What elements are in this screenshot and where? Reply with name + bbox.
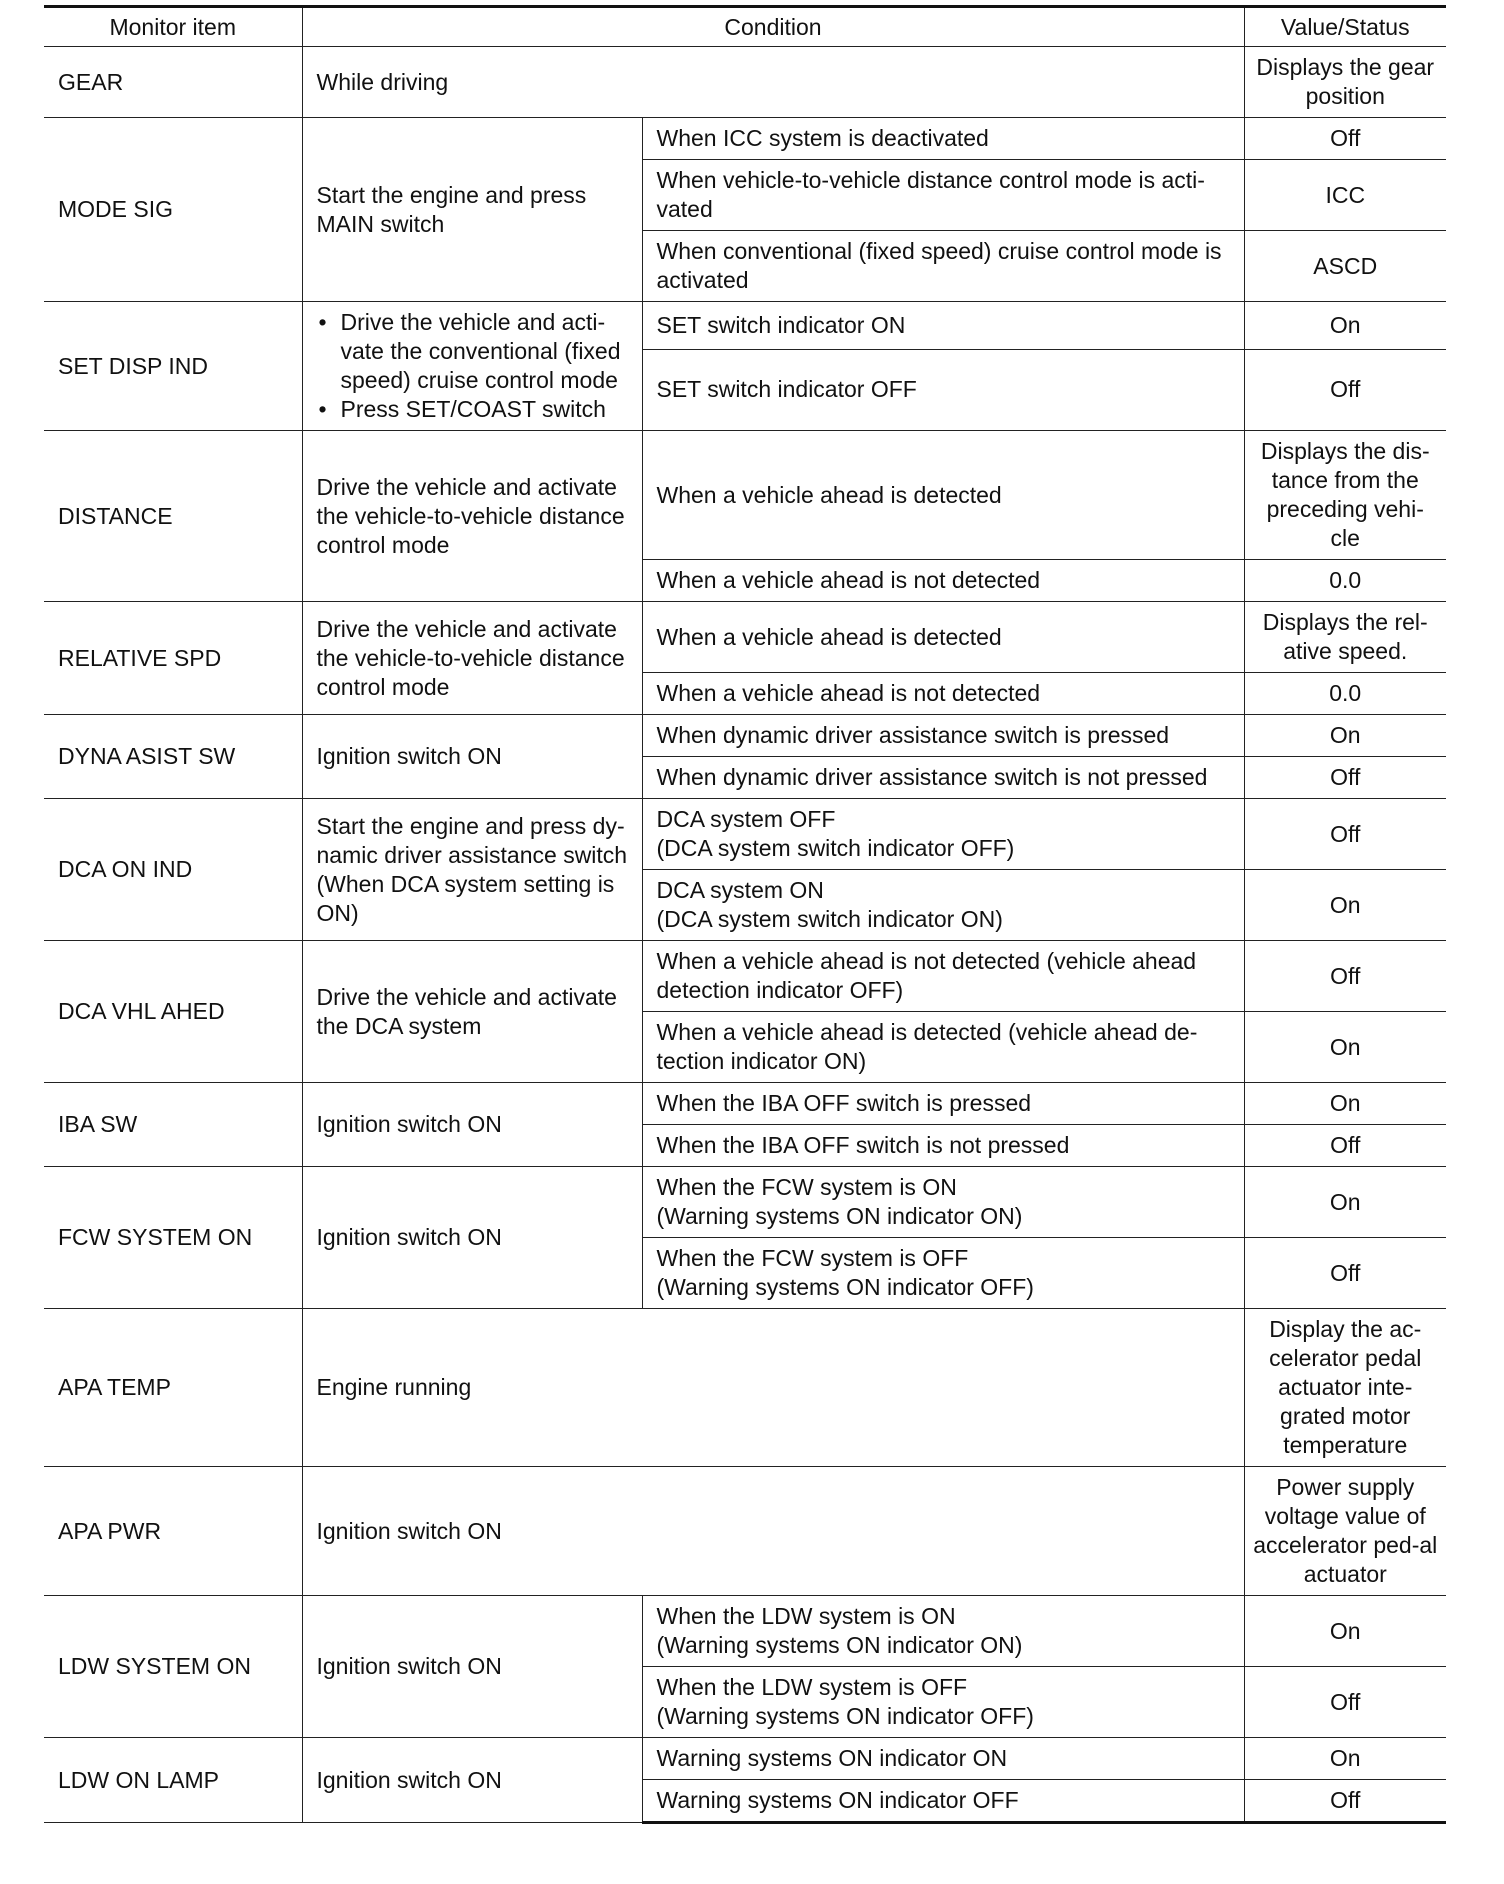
condition-cell: Ignition switch ON (302, 1083, 642, 1167)
sub-condition-cell: When a vehicle ahead is not detected (642, 673, 1244, 715)
table-row (44, 602, 1446, 673)
value-cell: Off (1244, 757, 1446, 799)
monitor-item-cell: DCA ON IND (44, 799, 302, 941)
table-row (44, 1467, 1446, 1596)
value-cell: Display the ac-celerator pedal actuator inte-grated motor temperature (1244, 1309, 1446, 1467)
value-cell: Off (1244, 1780, 1446, 1823)
value-cell: ASCD (1244, 231, 1446, 302)
value-cell: On (1244, 715, 1446, 757)
value-cell: ICC (1244, 160, 1446, 231)
value-cell: Off (1244, 1238, 1446, 1309)
value-cell: Displays the gear position (1244, 47, 1446, 118)
table-row (44, 1167, 1446, 1238)
bullet-item: • Drive the vehicle and acti-vate the conventional (fixed speed) cruise control mode (317, 308, 628, 395)
condition-cell: Drive the vehicle and activate the DCA system (302, 941, 642, 1083)
table-row (44, 1738, 1446, 1780)
monitor-item-cell: DCA VHL AHED (44, 941, 302, 1083)
value-cell: On (1244, 302, 1446, 350)
value-cell: 0.0 (1244, 673, 1446, 715)
sub-condition-cell: When dynamic driver assistance switch is pressed (642, 715, 1244, 757)
table-row (44, 1596, 1446, 1667)
header-monitor-item: Monitor item (44, 7, 302, 47)
monitor-item-cell: APA PWR (44, 1467, 302, 1596)
table-row (44, 118, 1446, 160)
monitor-table-wrapper (44, 5, 1446, 1824)
value-cell: 0.0 (1244, 560, 1446, 602)
sub-condition-cell: When a vehicle ahead is detected (642, 602, 1244, 673)
sub-condition-cell: When ICC system is deactivated (642, 118, 1244, 160)
sub-condition-cell: When the LDW system is OFF (Warning systems ON indicator OFF) (642, 1667, 1244, 1738)
table-header (44, 7, 1446, 47)
header-condition: Condition (302, 7, 1244, 47)
condition-cell: Ignition switch ON (302, 715, 642, 799)
value-cell: On (1244, 1167, 1446, 1238)
monitor-item-cell: DYNA ASIST SW (44, 715, 302, 799)
table-row (44, 431, 1446, 560)
monitor-item-cell: LDW ON LAMP (44, 1738, 302, 1823)
sub-condition-cell: When conventional (fixed speed) cruise control mode is activated (642, 231, 1244, 302)
value-cell: Off (1244, 118, 1446, 160)
condition-cell: While driving (302, 47, 1244, 118)
condition-cell: Start the engine and press dy-namic driver assistance switch (When DCA system setting is ON) (302, 799, 642, 941)
condition-cell (302, 302, 642, 431)
sub-condition-cell: When the IBA OFF switch is pressed (642, 1083, 1244, 1125)
table-row (44, 302, 1446, 350)
header-value-status: Value/Status (1244, 7, 1446, 47)
table-row (44, 941, 1446, 1012)
condition-cell: Drive the vehicle and activate the vehicle-to-vehicle distance control mode (302, 602, 642, 715)
monitor-item-cell: DISTANCE (44, 431, 302, 602)
value-cell: On (1244, 1012, 1446, 1083)
monitor-item-cell: GEAR (44, 47, 302, 118)
value-cell: Off (1244, 799, 1446, 870)
header-row (44, 7, 1446, 47)
value-cell: Off (1244, 1125, 1446, 1167)
monitor-item-cell: FCW SYSTEM ON (44, 1167, 302, 1309)
sub-condition-cell: When the FCW system is OFF (Warning systems ON indicator OFF) (642, 1238, 1244, 1309)
condition-cell: Ignition switch ON (302, 1167, 642, 1309)
value-cell: On (1244, 1596, 1446, 1667)
sub-condition-cell: When the LDW system is ON (Warning systems ON indicator ON) (642, 1596, 1244, 1667)
value-cell: On (1244, 1738, 1446, 1780)
monitor-item-cell: MODE SIG (44, 118, 302, 302)
monitor-item-cell: SET DISP IND (44, 302, 302, 431)
value-cell: On (1244, 870, 1446, 941)
sub-condition-cell: When dynamic driver assistance switch is not pressed (642, 757, 1244, 799)
sub-condition-cell: DCA system OFF (DCA system switch indicator OFF) (642, 799, 1244, 870)
sub-condition-cell: When the IBA OFF switch is not pressed (642, 1125, 1244, 1167)
condition-cell: Ignition switch ON (302, 1596, 642, 1738)
sub-condition-cell: When a vehicle ahead is detected (vehicle ahead de-tection indicator ON) (642, 1012, 1244, 1083)
sub-condition-cell: SET switch indicator ON (642, 302, 1244, 350)
value-cell: Displays the rel-ative speed. (1244, 602, 1446, 673)
condition-bullet-list (317, 308, 628, 424)
table-body (44, 47, 1446, 1823)
value-cell: Off (1244, 1667, 1446, 1738)
monitor-item-cell: LDW SYSTEM ON (44, 1596, 302, 1738)
value-cell: Power supply voltage value of accelerator ped-al actuator (1244, 1467, 1446, 1596)
table-row (44, 715, 1446, 757)
monitor-item-cell: APA TEMP (44, 1309, 302, 1467)
table-row (44, 799, 1446, 870)
table-row (44, 1083, 1446, 1125)
sub-condition-cell: SET switch indicator OFF (642, 349, 1244, 430)
table-row (44, 47, 1446, 118)
condition-cell: Drive the vehicle and activate the vehicle-to-vehicle distance control mode (302, 431, 642, 602)
sub-condition-cell: When the FCW system is ON (Warning systems ON indicator ON) (642, 1167, 1244, 1238)
value-cell: Displays the dis-tance from the preceding vehi-cle (1244, 431, 1446, 560)
sub-condition-cell: Warning systems ON indicator ON (642, 1738, 1244, 1780)
sub-condition-cell: When a vehicle ahead is detected (642, 431, 1244, 560)
sub-condition-cell: DCA system ON (DCA system switch indicator ON) (642, 870, 1244, 941)
value-cell: On (1244, 1083, 1446, 1125)
sub-condition-cell: Warning systems ON indicator OFF (642, 1780, 1244, 1823)
monitor-item-table (44, 5, 1446, 1824)
condition-cell: Ignition switch ON (302, 1467, 1244, 1596)
monitor-item-cell: RELATIVE SPD (44, 602, 302, 715)
condition-cell: Engine running (302, 1309, 1244, 1467)
monitor-item-cell: IBA SW (44, 1083, 302, 1167)
value-cell: Off (1244, 941, 1446, 1012)
sub-condition-cell: When a vehicle ahead is not detected (vehicle ahead detection indicator OFF) (642, 941, 1244, 1012)
bullet-item: • Press SET/COAST switch (317, 395, 628, 424)
sub-condition-cell: When vehicle-to-vehicle distance control mode is acti-vated (642, 160, 1244, 231)
sub-condition-cell: When a vehicle ahead is not detected (642, 560, 1244, 602)
value-cell: Off (1244, 349, 1446, 430)
condition-cell: Start the engine and press MAIN switch (302, 118, 642, 302)
table-row (44, 1309, 1446, 1467)
condition-cell: Ignition switch ON (302, 1738, 642, 1823)
